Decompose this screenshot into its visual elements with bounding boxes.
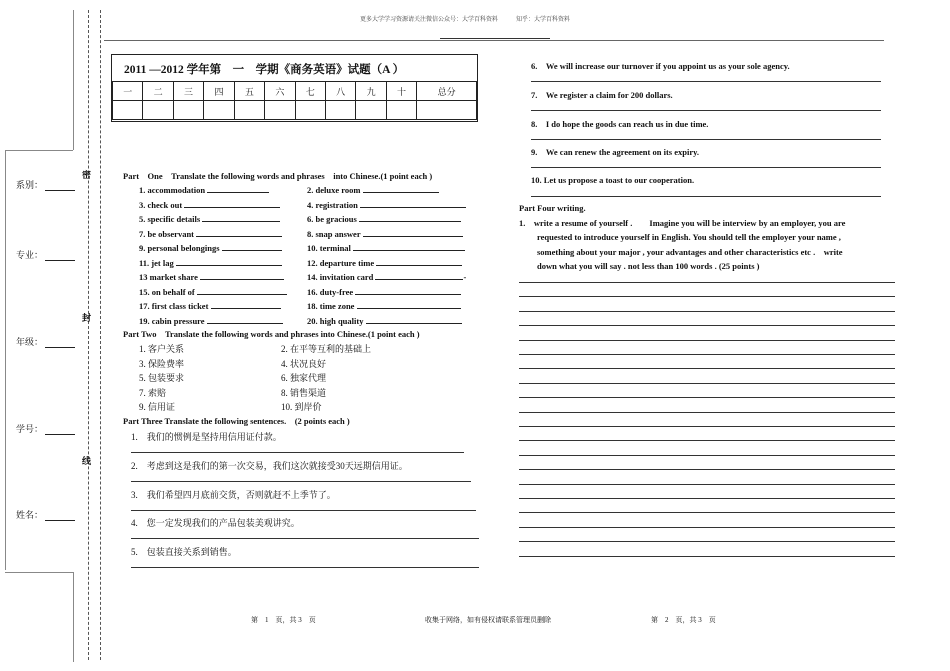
part-three-sentence: 7. We register a claim for 200 dollars. <box>531 90 673 100</box>
part-two-item: 7. 索赔 <box>139 388 167 398</box>
margin-inner-line <box>73 10 74 150</box>
part-one-heading: Part One Translate the following words and phrases into Chinese.(1 point each ) <box>123 171 433 181</box>
name-field[interactable]: 姓名： <box>16 508 75 521</box>
part-one-item: 1. accommodation <box>139 184 269 195</box>
page-number-right: 第 2 页，共 3 页 <box>651 616 716 624</box>
writing-line[interactable] <box>519 484 895 485</box>
writing-line[interactable] <box>519 541 895 542</box>
score-cell[interactable] <box>143 101 173 120</box>
margin-bottom-rule <box>5 572 73 573</box>
page-number-left: 第 1 页，共 3 页 <box>251 616 316 624</box>
score-cell[interactable] <box>113 101 143 120</box>
part-one-item: 12. departure time <box>307 257 462 268</box>
part-one-item: 2. deluxe room <box>307 184 439 195</box>
score-col-total: 总分 <box>417 82 477 101</box>
part-two-item: 1. 客户关系 <box>139 344 185 354</box>
score-cell[interactable] <box>234 101 264 120</box>
writing-line[interactable] <box>519 440 895 441</box>
writing-line[interactable] <box>519 368 895 369</box>
part-one-item: 14. invitation card - <box>307 272 467 282</box>
writing-line[interactable] <box>519 325 895 326</box>
score-col: 七 <box>295 82 325 101</box>
score-cell[interactable] <box>386 101 416 120</box>
exam-title: 2011 —2012 学年第 一 学期《商务英语》试题（A ） <box>124 64 405 76</box>
header-divider <box>440 38 550 39</box>
writing-line[interactable] <box>519 512 895 513</box>
part-three-sentence: 3. 我们希望四月底前交货，否则就赶不上季节了。 <box>131 490 336 500</box>
answer-line[interactable] <box>131 481 471 482</box>
answer-line[interactable] <box>131 538 479 539</box>
part-four-prompt: requested to introduce yourself in English. You should tell the employer your name , <box>537 232 841 242</box>
part-one-item: 17. first class ticket <box>139 300 281 311</box>
grade-field[interactable]: 年级： <box>16 335 75 348</box>
part-two-item: 5. 包装要求 <box>139 373 185 383</box>
score-col: 六 <box>265 82 295 101</box>
score-cell[interactable] <box>173 101 203 120</box>
writing-line[interactable] <box>519 397 895 398</box>
part-three-sentence: 1. 我们的惯例是坚持用信用证付款。 <box>131 432 282 442</box>
answer-line[interactable] <box>131 510 476 511</box>
part-four-prompt: down what you will say . not less than 100 words . (25 points ) <box>537 261 760 271</box>
writing-line[interactable] <box>519 426 895 427</box>
part-two-item: 10. 到岸价 <box>281 402 322 412</box>
part-one-item: 6. be gracious <box>307 213 461 224</box>
answer-line[interactable] <box>531 167 881 168</box>
score-header-row <box>113 82 477 101</box>
student-id-field[interactable]: 学号： <box>16 422 75 435</box>
footer-disclaimer: 收集于网络，如有侵权请联系管理员删除 <box>425 616 551 624</box>
part-two-item: 4. 状况良好 <box>281 359 327 369</box>
major-field[interactable]: 专业： <box>16 248 75 261</box>
part-one-item: 18. time zone <box>307 300 461 311</box>
writing-line[interactable] <box>519 412 895 413</box>
answer-line[interactable] <box>531 196 881 197</box>
writing-line[interactable] <box>519 311 895 312</box>
score-cell[interactable] <box>295 101 325 120</box>
margin-inner-line-bottom <box>73 572 74 662</box>
seal-char-feng: 封 <box>82 313 92 323</box>
score-col: 十 <box>386 82 416 101</box>
part-three-sentence: 8. I do hope the goods can reach us in due time. <box>531 119 709 129</box>
score-col: 九 <box>356 82 386 101</box>
seal-char-mi: 密 <box>82 170 92 180</box>
part-three-sentence: 10. Let us propose a toast to our cooperation. <box>531 175 695 185</box>
score-col: 八 <box>325 82 355 101</box>
part-one-item: 20. high quality <box>307 315 462 326</box>
header-note: 更多大学学习资源请关注微信公众号：大学百科资料 知乎：大学百科资料 <box>360 17 571 23</box>
score-col: 一 <box>113 82 143 101</box>
part-one-item: 3. check out <box>139 199 280 210</box>
part-one-item: 19. cabin pressure <box>139 315 283 326</box>
part-four-heading: Part Four writing. <box>519 203 586 213</box>
part-one-item: 10. terminal <box>307 242 465 253</box>
part-one-item: 8. snap answer <box>307 228 463 239</box>
answer-line[interactable] <box>531 139 881 140</box>
binding-dash-line-2 <box>100 10 101 660</box>
department-field[interactable]: 系别： <box>16 178 75 191</box>
score-value-row <box>113 101 477 120</box>
part-three-sentence: 9. We can renew the agreement on its expiry. <box>531 147 700 157</box>
part-one-item: 15. on behalf of <box>139 286 287 297</box>
writing-line[interactable] <box>519 455 895 456</box>
answer-line[interactable] <box>531 110 881 111</box>
writing-line[interactable] <box>519 527 895 528</box>
part-three-sentence: 6. We will increase our turnover if you appoint us as your sole agency. <box>531 61 790 71</box>
score-cell[interactable] <box>356 101 386 120</box>
writing-line[interactable] <box>519 296 895 297</box>
score-col: 五 <box>234 82 264 101</box>
part-two-item: 3. 保险费率 <box>139 359 185 369</box>
part-three-sentence: 5. 包装直接关系到销售。 <box>131 547 237 557</box>
part-three-sentence: 2. 考虑到这是我们的第一次交易，我们这次就接受30天远期信用证。 <box>131 461 408 471</box>
answer-line[interactable] <box>131 452 464 453</box>
writing-line[interactable] <box>519 469 895 470</box>
part-two-item: 2. 在平等互利的基础上 <box>281 344 372 354</box>
answer-line[interactable] <box>531 81 881 82</box>
writing-line[interactable] <box>519 383 895 384</box>
top-rule <box>104 40 884 41</box>
score-cell[interactable] <box>265 101 295 120</box>
part-one-item: 11. jet lag <box>139 257 282 268</box>
part-three-sentence: 4. 您一定发现我们的产品包装美观讲究。 <box>131 518 300 528</box>
score-cell-total[interactable] <box>417 101 477 120</box>
part-one-item: 4. registration <box>307 199 466 210</box>
part-three-heading: Part Three Translate the following sentences. (2 points each ) <box>123 416 350 426</box>
binding-dash-line-1 <box>88 10 89 660</box>
seal-char-xian: 线 <box>82 456 92 466</box>
part-four-prompt: something about your major , your advantages and other characteristics etc . write <box>537 247 843 257</box>
part-one-item: 16. duty-free <box>307 286 461 297</box>
writing-line[interactable] <box>519 354 895 355</box>
writing-line[interactable] <box>519 282 895 283</box>
part-two-item: 6. 独家代理 <box>281 373 327 383</box>
part-two-item: 8. 销售渠道 <box>281 388 327 398</box>
part-one-item: 7. be observant <box>139 228 282 239</box>
title-box <box>111 54 478 122</box>
part-one-item: 13 market share <box>139 271 284 282</box>
score-col: 二 <box>143 82 173 101</box>
writing-line[interactable] <box>519 556 895 557</box>
part-four-prompt: 1. write a resume of yourself . Imagine you will be interview by an employer, you are <box>519 218 846 228</box>
score-table <box>112 81 477 120</box>
score-cell[interactable] <box>204 101 234 120</box>
part-one-item: 9. personal belongings <box>139 242 282 253</box>
score-cell[interactable] <box>325 101 355 120</box>
answer-line[interactable] <box>131 567 479 568</box>
writing-line[interactable] <box>519 340 895 341</box>
score-col: 四 <box>204 82 234 101</box>
writing-line[interactable] <box>519 498 895 499</box>
part-one-item: 5. specific details <box>139 213 280 224</box>
part-two-item: 9. 信用证 <box>139 402 176 412</box>
margin-top-rule <box>5 150 73 151</box>
score-col: 三 <box>173 82 203 101</box>
margin-border <box>5 150 6 570</box>
part-two-heading: Part Two Translate the following words and phrases into Chinese.(1 point each ) <box>123 329 420 339</box>
